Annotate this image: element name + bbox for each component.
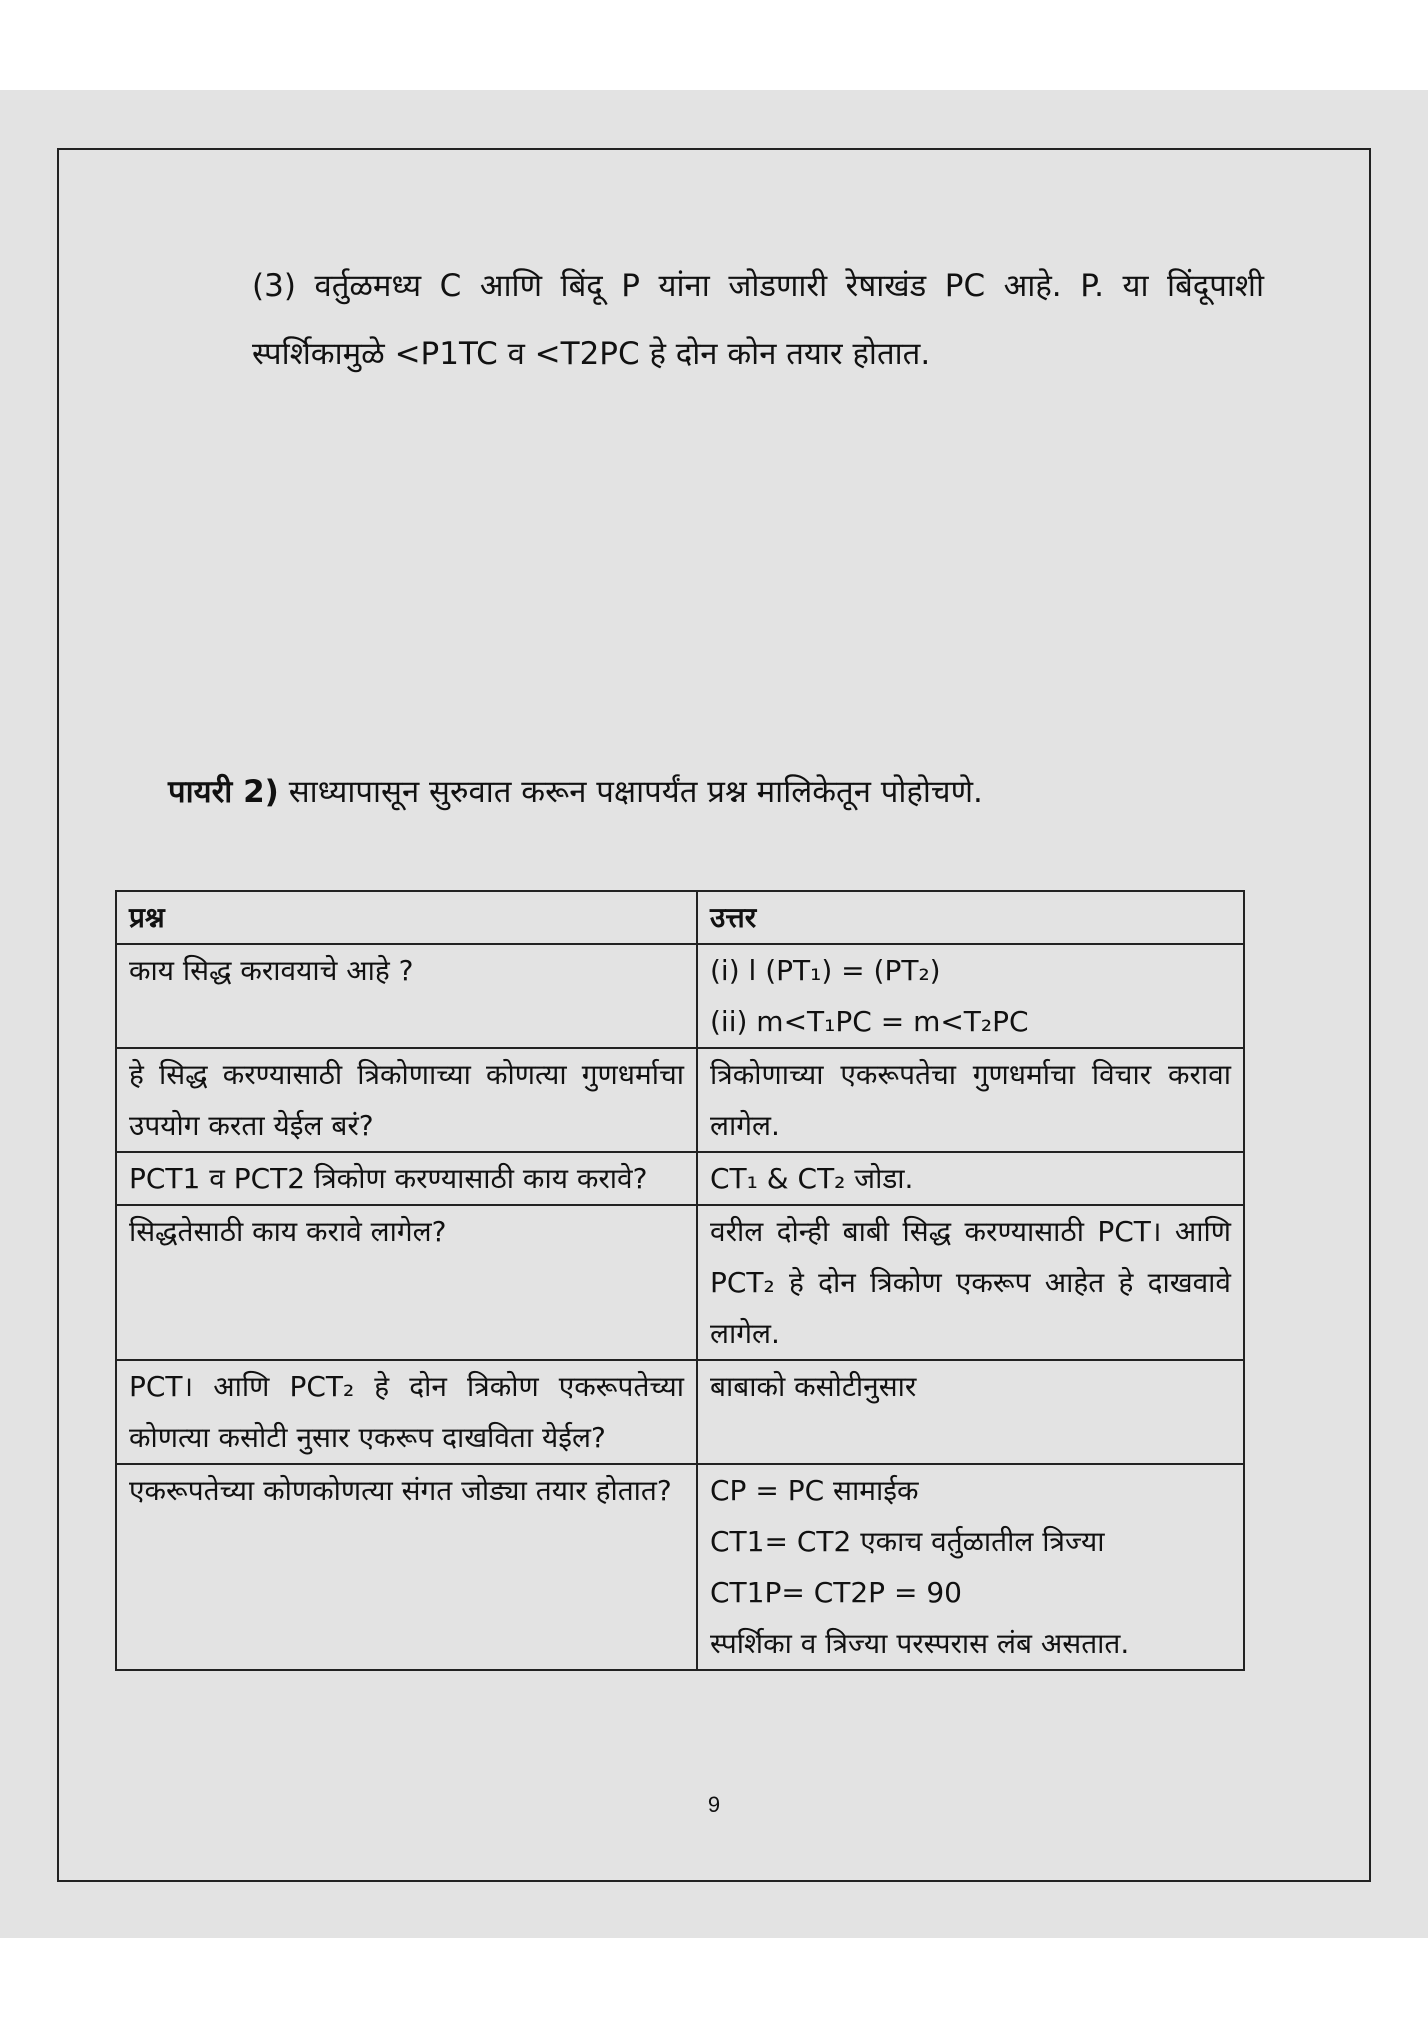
answer-line: बाबाको कसोटीनुसार [710,1370,917,1403]
question-cell: PCT1 व PCT2 त्रिकोण करण्यासाठी काय करावे? [116,1152,697,1205]
answer-line: (i) l (PT₁) = (PT₂) [710,954,941,987]
table-row [116,1205,1244,1360]
answer-line: त्रिकोणाच्या एकरूपतेचा गुणधर्माचा विचार करावा लागेल. [710,1058,1231,1142]
table-row [116,1048,1244,1152]
header-answer: उत्तर [697,891,1244,944]
page-number: 9 [707,1792,721,1817]
step-label: पायरी 2) [168,774,279,810]
table-row [116,1464,1244,1670]
question-cell: PCT। आणि PCT₂ हे दोन त्रिकोण एकरूपतेच्या कोणत्या कसोटी नुसार एकरूप दाखविता येईल? [116,1360,697,1464]
table-row [116,944,1244,1048]
table-header-row [116,891,1244,944]
answer-line: CP = PC सामाईक [710,1474,919,1507]
step-heading [168,762,1268,822]
answer-cell [697,1464,1244,1670]
question-cell: सिद्धतेसाठी काय करावे लागेल? [116,1205,697,1360]
question-cell: एकरूपतेच्या कोणकोणत्या संगत जोड्या तयार होतात? [116,1464,697,1670]
answer-line: स्पर्शिका व त्रिज्या परस्परास लंब असतात. [710,1627,1130,1660]
table-row [116,1360,1244,1464]
answer-line: (ii) m<T₁PC = m<T₂PC [710,1005,1029,1038]
answer-cell [697,944,1244,1048]
answer-line: CT₁ & CT₂ जोडा. [710,1162,914,1195]
answer-cell [697,1048,1244,1152]
qa-table [115,890,1245,1671]
step-text: साध्यापासून सुरुवात करून पक्षापर्यंत प्रश्न मालिकेतून पोहोचणे. [278,774,983,810]
paragraph-step3: (3) वर्तुळमध्य C आणि बिंदू P यांना जोडणारी रेषाखंड PC आहे. P. या बिंदूपाशी स्पर्शिकामुळे <P1TC व <T2PC हे दोन कोन तयार होतात. [252,268,1264,372]
header-question: प्रश्न [116,891,697,944]
question-cell: काय सिद्ध करावयाचे आहे ? [116,944,697,1048]
answer-cell [697,1205,1244,1360]
question-cell: हे सिद्ध करण्यासाठी त्रिकोणाच्या कोणत्या गुणधर्माचा उपयोग करता येईल बरं? [116,1048,697,1152]
table-row [116,1152,1244,1205]
answer-cell [697,1360,1244,1464]
answer-line: CT1= CT2 एकाच वर्तुळातील त्रिज्या [710,1525,1105,1558]
answer-cell [697,1152,1244,1205]
answer-line: वरील दोन्ही बाबी सिद्ध करण्यासाठी PCT। आणि PCT₂ हे दोन त्रिकोण एकरूप आहेत हे दाखवावे लागेल. [710,1215,1231,1350]
answer-line: CT1P= CT2P = 90 [710,1576,962,1609]
